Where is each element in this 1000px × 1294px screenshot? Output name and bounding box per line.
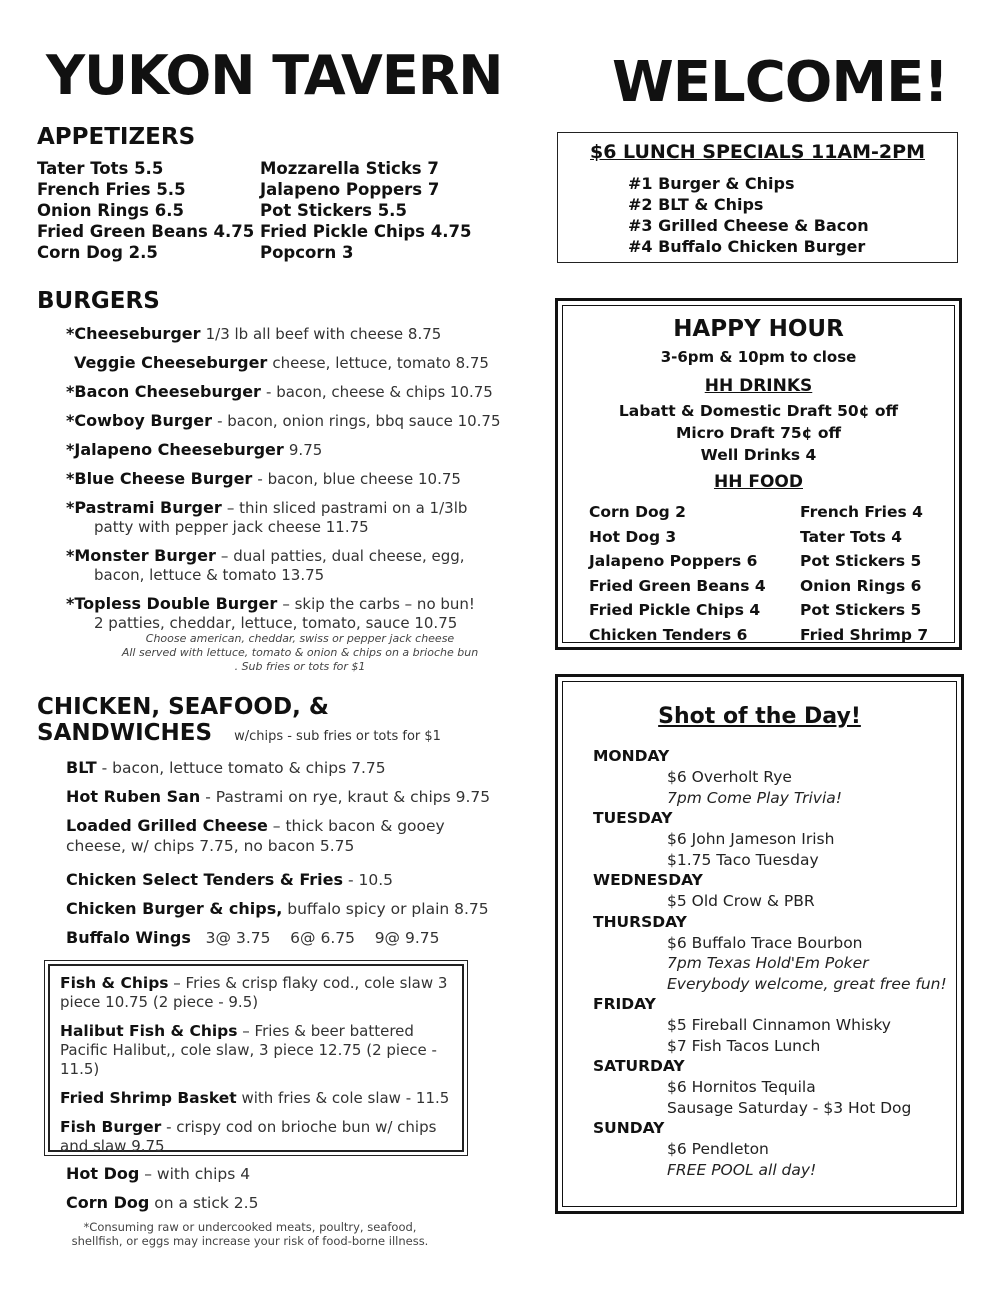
hh-food-left-column bbox=[589, 500, 766, 648]
menu-item bbox=[66, 899, 526, 919]
shot-of-the-day-title: Shot of the Day! bbox=[658, 704, 861, 729]
fish-item bbox=[60, 1118, 452, 1156]
hh-drink-item: Micro Draft 75¢ off bbox=[675, 424, 842, 442]
item-name: Veggie Cheeseburger bbox=[74, 353, 268, 372]
lunch-specials-box bbox=[557, 132, 958, 263]
fish-item bbox=[60, 1089, 452, 1108]
item-desc: – Fries & crisp flaky cod., cole slaw 3 piece 10.75 (2 piece - 9.5) bbox=[60, 974, 448, 1011]
item-name: BLT bbox=[66, 758, 97, 777]
burgers-heading: BURGERS bbox=[37, 288, 160, 314]
shot-of-the-day-inner bbox=[562, 681, 957, 1207]
burger-notes bbox=[40, 632, 560, 674]
menu-item bbox=[66, 787, 526, 807]
happy-hour-times: 3-6pm & 10pm to close bbox=[660, 348, 857, 366]
hh-food-right-column bbox=[800, 500, 928, 648]
item-desc: - Pastrami on rye, kraut & chips 9.75 bbox=[200, 788, 491, 806]
item-desc: – thin sliced pastrami on a 1/3lb bbox=[226, 499, 468, 517]
item-desc: - 10.5 bbox=[343, 871, 394, 889]
day-name: WEDNESDAY bbox=[593, 871, 703, 889]
item-desc: - bacon, lettuce tomato & chips 7.75 bbox=[96, 759, 386, 777]
item-name: *Jalapeno Cheeseburger bbox=[66, 440, 284, 459]
item-name: *Monster Burger bbox=[66, 546, 216, 565]
lunch-specials-list bbox=[628, 173, 869, 257]
day-name: MONDAY bbox=[593, 747, 670, 765]
hh-food-item: Jalapeno Poppers 6 bbox=[589, 552, 758, 571]
item-desc: - bacon, cheese & chips 10.75 bbox=[266, 383, 493, 401]
appetizers-right-column bbox=[260, 158, 471, 263]
burger-item bbox=[66, 353, 546, 373]
item-name: *Blue Cheese Burger bbox=[66, 469, 253, 488]
item-desc: - crispy cod on brioche bun w/ chips and slaw 9.75 bbox=[60, 1118, 437, 1155]
burger-list bbox=[66, 324, 546, 642]
day-line: $6 Hornitos Tequila bbox=[667, 1078, 816, 1096]
hh-food-item: Tater Tots 4 bbox=[800, 527, 902, 546]
hh-food-item: Onion Rings 6 bbox=[800, 576, 922, 595]
footnote-line: *Consuming raw or undercooked meats, poultry, seafood, bbox=[83, 1220, 417, 1234]
sandwiches-heading bbox=[37, 720, 441, 746]
item-desc-continued: patty with pepper jack cheese 11.75 bbox=[94, 518, 369, 536]
day-name: SUNDAY bbox=[593, 1119, 665, 1137]
hh-food-item: Chicken Tenders 6 bbox=[589, 625, 748, 644]
item-desc: 1/3 lb all beef with cheese 8.75 bbox=[205, 325, 442, 343]
item-name: *Bacon Cheeseburger bbox=[66, 382, 261, 401]
item-name: *Topless Double Burger bbox=[66, 594, 278, 613]
item-name: Buffalo Wings bbox=[66, 928, 191, 947]
restaurant-title: YUKON TAVERN bbox=[46, 44, 503, 107]
hh-food-item: Hot Dog 3 bbox=[589, 527, 677, 546]
item-name: Hot Dog bbox=[66, 1164, 140, 1183]
hh-food-item: French Fries 4 bbox=[800, 503, 923, 521]
item-desc: - bacon, blue cheese 10.75 bbox=[257, 470, 461, 488]
day-line: Everybody welcome, great free fun! bbox=[667, 974, 947, 993]
chicken-heading: CHICKEN, SEAFOOD, & bbox=[37, 694, 329, 720]
appetizer-item: Mozzarella Sticks 7 bbox=[260, 159, 439, 178]
day-line: $6 Buffalo Trace Bourbon bbox=[667, 933, 863, 952]
health-footnote bbox=[70, 1220, 430, 1248]
happy-hour-title: HAPPY HOUR bbox=[673, 316, 844, 342]
hh-food-item: Fried Pickle Chips 4 bbox=[589, 601, 761, 620]
extra-list bbox=[66, 1164, 526, 1222]
item-desc: – with chips 4 bbox=[139, 1165, 251, 1183]
burger-item bbox=[66, 324, 546, 344]
burger-item bbox=[66, 594, 546, 633]
appetizer-item: Corn Dog 2.5 bbox=[37, 243, 158, 262]
menu-item bbox=[66, 758, 526, 778]
item-name: *Cheeseburger bbox=[66, 324, 201, 343]
item-desc: – thick bacon & gooey cheese, w/ chips 7.75, no bacon 5.75 bbox=[66, 817, 445, 855]
day-line: 7pm Come Play Trivia! bbox=[667, 788, 842, 807]
item-desc-continued: bacon, lettuce & tomato 13.75 bbox=[94, 566, 325, 584]
day-line: Sausage Saturday - $3 Hot Dog bbox=[667, 1098, 912, 1117]
item-name: Loaded Grilled Cheese bbox=[66, 816, 268, 835]
appetizer-item: Fried Green Beans 4.75 bbox=[37, 222, 255, 241]
burger-item bbox=[66, 411, 546, 431]
burger-item bbox=[66, 498, 546, 537]
item-name: Chicken Burger & chips, bbox=[66, 899, 283, 918]
hh-food-item: Pot Stickers 5 bbox=[800, 552, 922, 571]
day-line: $6 Overholt Rye bbox=[667, 768, 792, 786]
lunch-item: #1 Burger & Chips bbox=[628, 174, 795, 193]
item-name: Hot Ruben San bbox=[66, 787, 201, 806]
menu-item bbox=[66, 870, 526, 890]
appetizer-item: Pot Stickers 5.5 bbox=[260, 201, 407, 220]
burger-note: All served with lettuce, tomato & onion & chips on a brioche bun bbox=[121, 646, 479, 659]
lunch-specials-title: $6 LUNCH SPECIALS 11AM-2PM bbox=[590, 141, 925, 163]
burger-item bbox=[66, 440, 546, 460]
shot-days-list bbox=[593, 746, 953, 1180]
day-line: $6 John Jameson Irish bbox=[667, 830, 835, 848]
item-name: Fish Burger bbox=[60, 1118, 162, 1136]
item-desc: – Fries & beer battered Pacific Halibut,, cole slaw, 3 piece 12.75 (2 piece - 11.5) bbox=[60, 1022, 437, 1078]
item-desc: 9.75 bbox=[288, 441, 323, 459]
item-desc-continued: 2 patties, cheddar, lettuce, tomato, sauce 10.75 bbox=[94, 614, 458, 632]
sandwiches-heading-text: SANDWICHES bbox=[37, 720, 213, 746]
fish-box bbox=[44, 960, 468, 1156]
appetizers-left-column bbox=[37, 158, 254, 263]
footnote-line: shellfish, or eggs may increase your risk of food-borne illness. bbox=[71, 1234, 429, 1248]
item-desc: 3@ 3.75 6@ 6.75 9@ 9.75 bbox=[190, 929, 440, 947]
happy-hour-inner bbox=[562, 305, 955, 643]
burger-item bbox=[66, 469, 546, 489]
appetizer-item: Fried Pickle Chips 4.75 bbox=[260, 222, 472, 241]
day-name: FRIDAY bbox=[593, 995, 656, 1013]
appetizer-item: Tater Tots 5.5 bbox=[37, 159, 164, 178]
item-desc: with fries & cole slaw - 11.5 bbox=[236, 1089, 450, 1107]
item-name: *Pastrami Burger bbox=[66, 498, 222, 517]
item-desc: – dual patties, dual cheese, egg, bbox=[220, 547, 465, 565]
sandwiches-note: w/chips - sub fries or tots for $1 bbox=[234, 729, 441, 744]
item-name: Fish & Chips bbox=[60, 974, 169, 992]
welcome-title: WELCOME! bbox=[612, 50, 948, 115]
fish-item bbox=[60, 1022, 452, 1079]
hh-food-item: Corn Dog 2 bbox=[589, 503, 686, 521]
day-line: $5 Old Crow & PBR bbox=[667, 892, 815, 910]
happy-hour-box bbox=[555, 298, 962, 650]
hh-drink-item: Labatt & Domestic Draft 50¢ off bbox=[618, 402, 899, 420]
burger-item bbox=[66, 382, 546, 402]
menu-item bbox=[66, 928, 526, 948]
hh-food-item: Fried Green Beans 4 bbox=[589, 576, 766, 595]
hh-food-item: Pot Stickers 5 bbox=[800, 601, 922, 620]
hh-drink-item: Well Drinks 4 bbox=[700, 446, 817, 464]
chicken-list bbox=[66, 758, 526, 957]
appetizers-heading: APPETIZERS bbox=[37, 124, 196, 150]
fish-box-inner bbox=[48, 964, 464, 1155]
lunch-item: #2 BLT & Chips bbox=[628, 195, 764, 214]
shot-of-the-day-box bbox=[555, 674, 964, 1214]
hh-food-item: Fried Shrimp 7 bbox=[800, 625, 929, 644]
lunch-item: #3 Grilled Cheese & Bacon bbox=[628, 216, 869, 235]
item-name: *Cowboy Burger bbox=[66, 411, 212, 430]
item-desc: - bacon, onion rings, bbq sauce 10.75 bbox=[217, 412, 501, 430]
menu-item bbox=[66, 816, 446, 856]
lunch-item: #4 Buffalo Chicken Burger bbox=[628, 237, 866, 256]
day-line: $7 Fish Tacos Lunch bbox=[667, 1036, 821, 1055]
item-desc: buffalo spicy or plain 8.75 bbox=[282, 900, 489, 918]
day-line: $6 Pendleton bbox=[667, 1140, 769, 1158]
burger-item bbox=[66, 546, 546, 585]
item-name: Chicken Select Tenders & Fries bbox=[66, 870, 344, 889]
burger-note: . Sub fries or tots for $1 bbox=[234, 660, 366, 673]
burger-note: Choose american, cheddar, swiss or pepper jack cheese bbox=[145, 632, 455, 645]
hh-food-heading: HH FOOD bbox=[713, 472, 803, 492]
appetizer-item: Jalapeno Poppers 7 bbox=[260, 180, 440, 199]
item-name: Corn Dog bbox=[66, 1193, 150, 1212]
day-name: SATURDAY bbox=[593, 1057, 685, 1075]
fish-item bbox=[60, 974, 452, 1012]
item-desc: cheese, lettuce, tomato 8.75 bbox=[272, 354, 489, 372]
item-name: Halibut Fish & Chips bbox=[60, 1022, 238, 1040]
day-line: $5 Fireball Cinnamon Whisky bbox=[667, 1016, 891, 1034]
appetizer-item: Onion Rings 6.5 bbox=[37, 201, 184, 220]
day-line: 7pm Texas Hold'Em Poker bbox=[667, 954, 869, 972]
day-name: THURSDAY bbox=[593, 912, 687, 931]
menu-item bbox=[66, 1193, 526, 1213]
item-desc: – skip the carbs – no bun! bbox=[282, 595, 475, 613]
appetizer-item: Popcorn 3 bbox=[260, 243, 354, 262]
day-line: FREE POOL all day! bbox=[667, 1160, 817, 1179]
menu-item bbox=[66, 1164, 526, 1184]
day-line: $1.75 Taco Tuesday bbox=[667, 850, 819, 869]
appetizer-item: French Fries 5.5 bbox=[37, 180, 186, 199]
day-name: TUESDAY bbox=[593, 809, 673, 827]
item-name: Fried Shrimp Basket bbox=[60, 1089, 237, 1107]
item-desc: on a stick 2.5 bbox=[149, 1194, 259, 1212]
hh-drinks-list bbox=[563, 400, 954, 466]
hh-drinks-heading: HH DRINKS bbox=[704, 376, 813, 396]
